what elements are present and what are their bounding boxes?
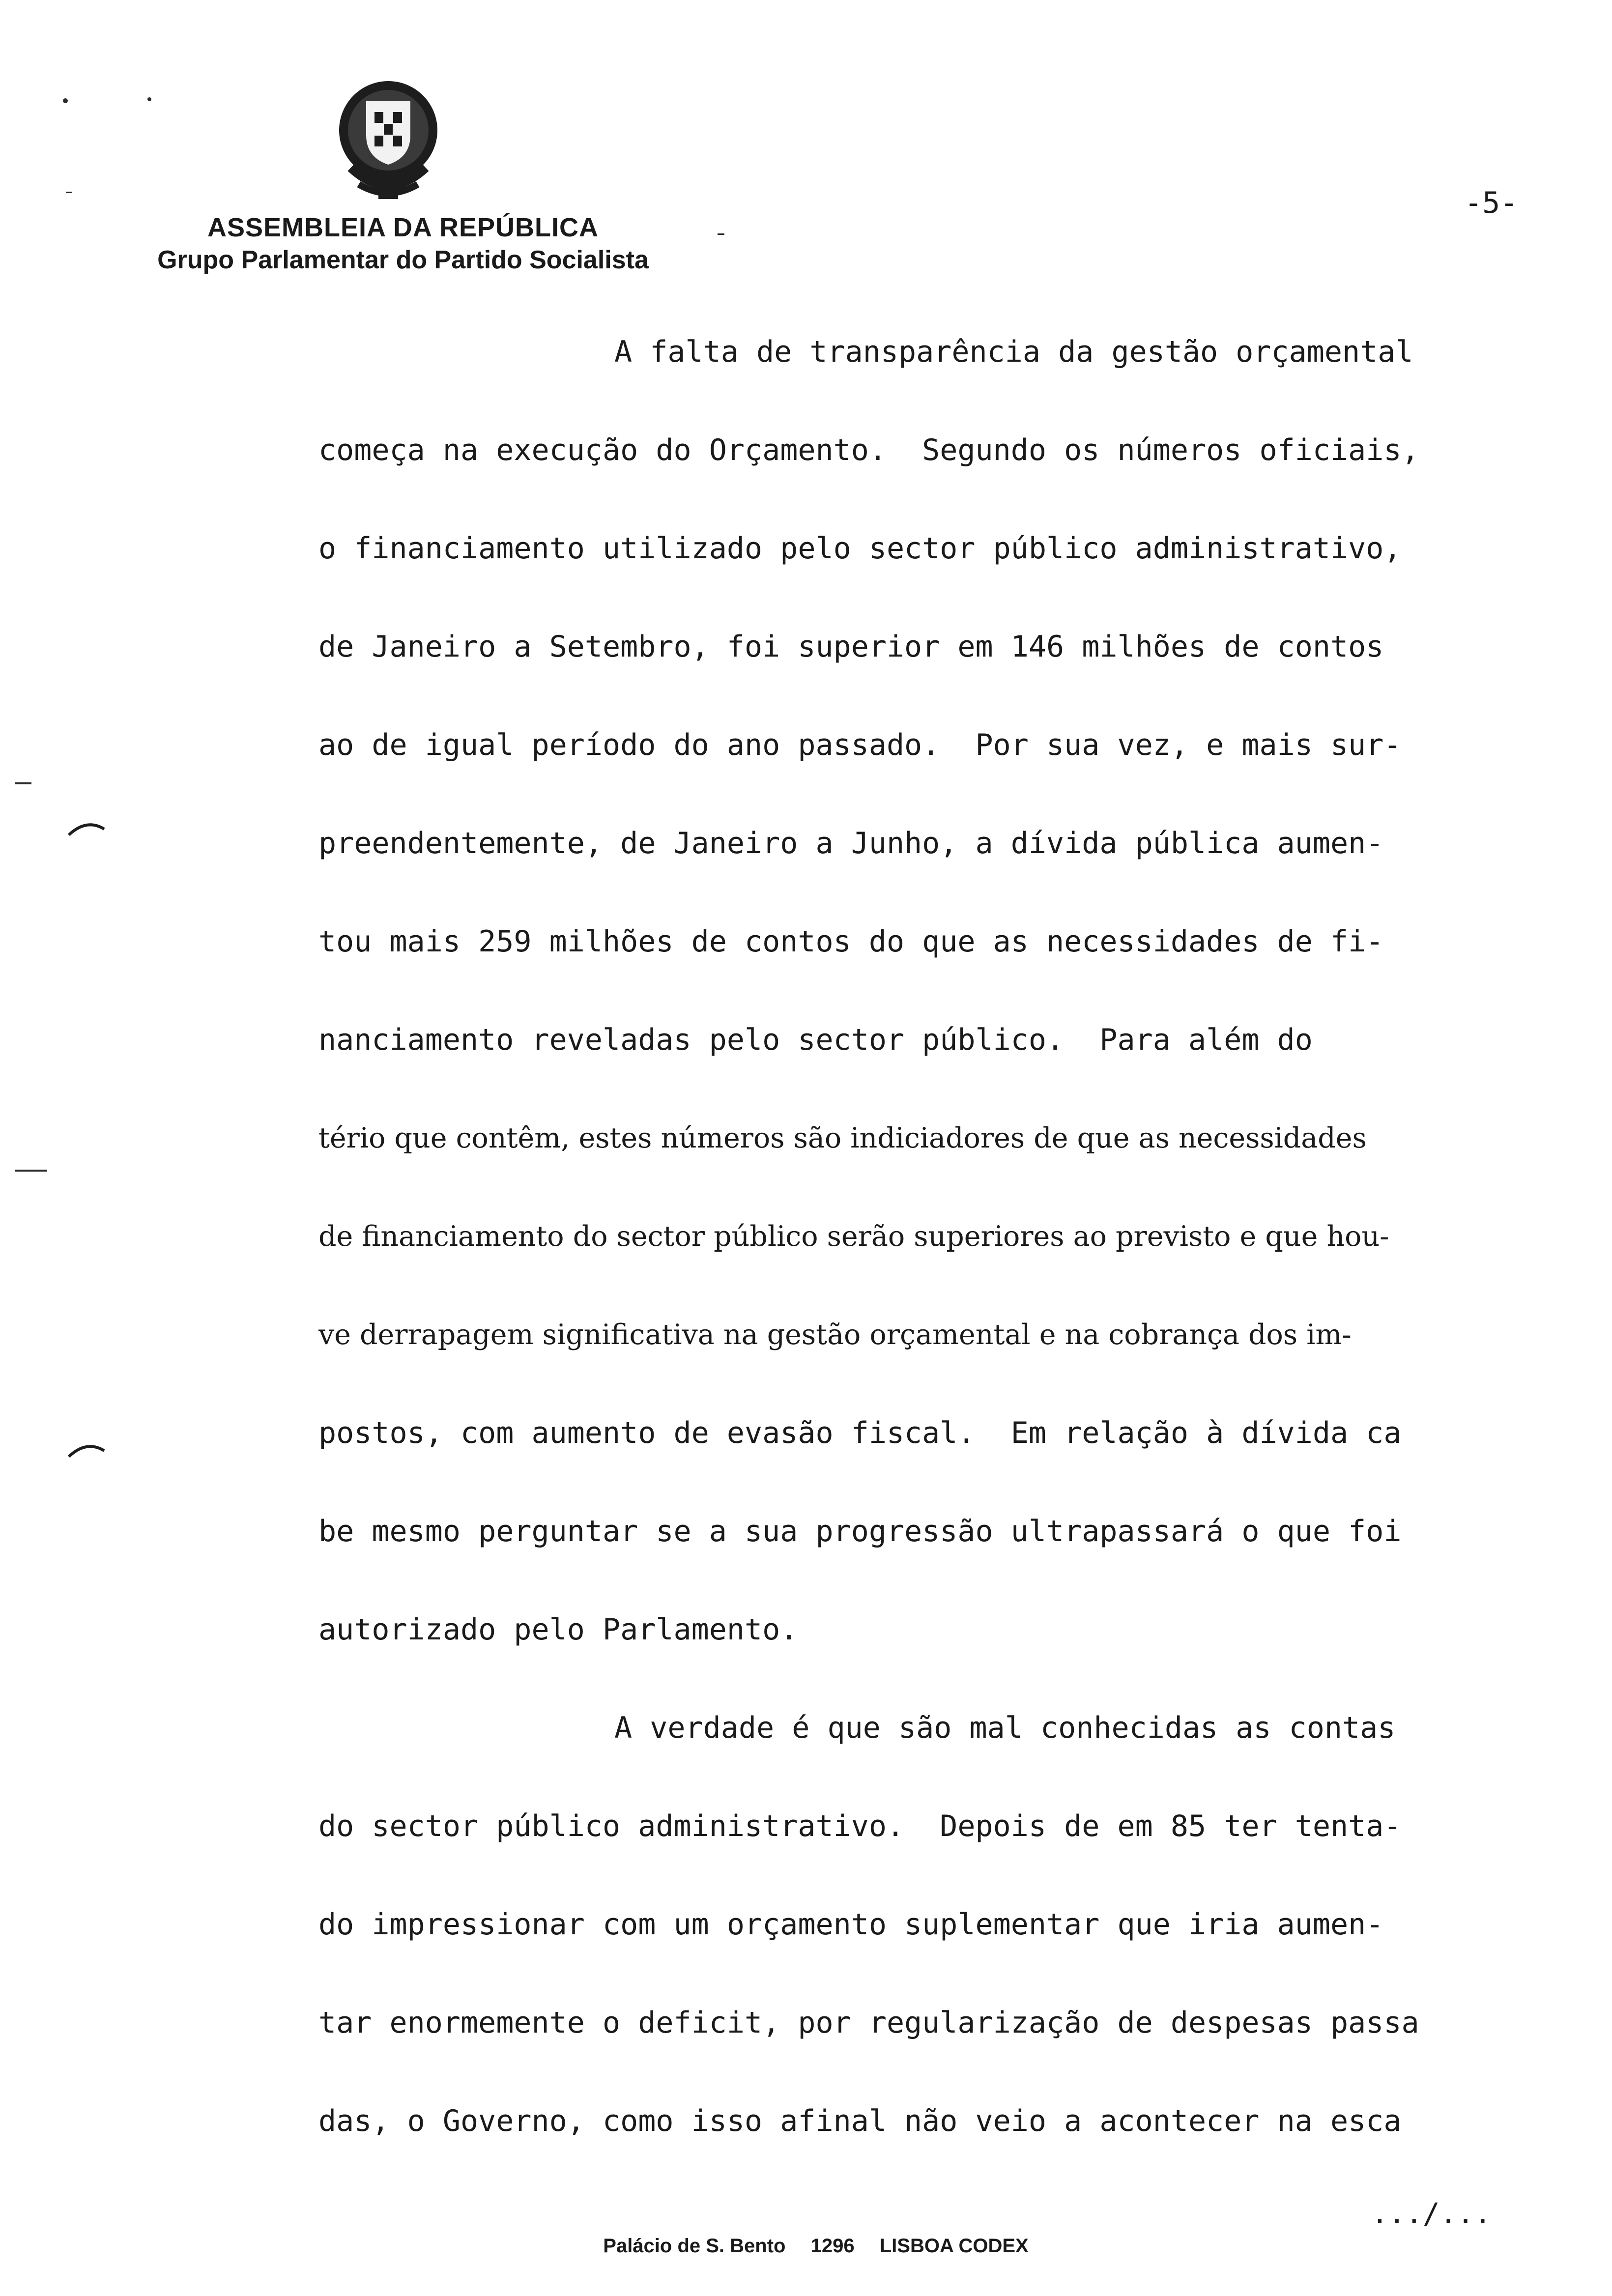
punch-hole-mark xyxy=(67,818,106,838)
scan-mark xyxy=(15,1170,47,1172)
body-line: tou mais 259 milhões de contos do que as necessidades de fi- xyxy=(318,924,1384,959)
body-line: de financiamento do sector público serão superiores ao previsto e que hou- xyxy=(318,1220,1389,1253)
scan-mark xyxy=(63,98,68,103)
footer-postal-code: 1296 xyxy=(810,2235,855,2257)
footer-place: Palácio de S. Bento xyxy=(603,2235,786,2257)
body-line: A verdade é que são mal conhecidas as contas xyxy=(614,1711,1396,1745)
body-line: das, o Governo, como isso afinal não veio a acontecer na esca xyxy=(318,2104,1402,2138)
footer-address xyxy=(0,2235,1612,2257)
footer-city: LISBOA CODEX xyxy=(879,2235,1029,2257)
scan-mark xyxy=(66,192,72,193)
body-line: preendentemente, de Janeiro a Junho, a dívida pública aumen- xyxy=(318,826,1384,861)
continuation-mark: .../... xyxy=(1371,2197,1492,2230)
organization-name: ASSEMBLEIA DA REPÚBLICA xyxy=(207,213,599,242)
body-line: o financiamento utilizado pelo sector público administrativo, xyxy=(318,531,1402,566)
body-line: nanciamento reveladas pelo sector público. Para além do xyxy=(318,1023,1313,1057)
scan-mark xyxy=(718,233,724,235)
body-line: autorizado pelo Parlamento. xyxy=(318,1612,798,1647)
body-line: tério que contêm, estes números são indiciadores de que as necessidades xyxy=(318,1122,1367,1154)
body-line: A falta de transparência da gestão orçamental xyxy=(614,335,1413,369)
body-line: começa na execução do Orçamento. Segundo os números oficiais, xyxy=(318,433,1419,467)
punch-hole-mark xyxy=(67,1440,106,1460)
body-line: do impressionar com um orçamento suplementar que iria aumen- xyxy=(318,1907,1384,1942)
parliamentary-group-name: Grupo Parlamentar do Partido Socialista xyxy=(157,246,649,274)
body-line: be mesmo perguntar se a sua progressão ultrapassará o que foi xyxy=(318,1514,1402,1549)
body-line: postos, com aumento de evasão fiscal. Em relação à dívida ca xyxy=(318,1416,1402,1450)
body-line: de Janeiro a Setembro, foi superior em 146 milhões de contos xyxy=(318,630,1384,664)
body-line: tar enormemente o deficit, por regularização de despesas passa xyxy=(318,2006,1419,2040)
body-line: ve derrapagem significativa na gestão orçamental e na cobrança dos im- xyxy=(318,1319,1352,1351)
body-line: ao de igual período do ano passado. Por sua vez, e mais sur- xyxy=(318,728,1402,762)
scan-mark xyxy=(15,782,31,784)
page-number: -5- xyxy=(1465,186,1518,220)
body-line: do sector público administrativo. Depois de em 85 ter tenta- xyxy=(318,1809,1402,1843)
scan-mark xyxy=(147,97,151,101)
